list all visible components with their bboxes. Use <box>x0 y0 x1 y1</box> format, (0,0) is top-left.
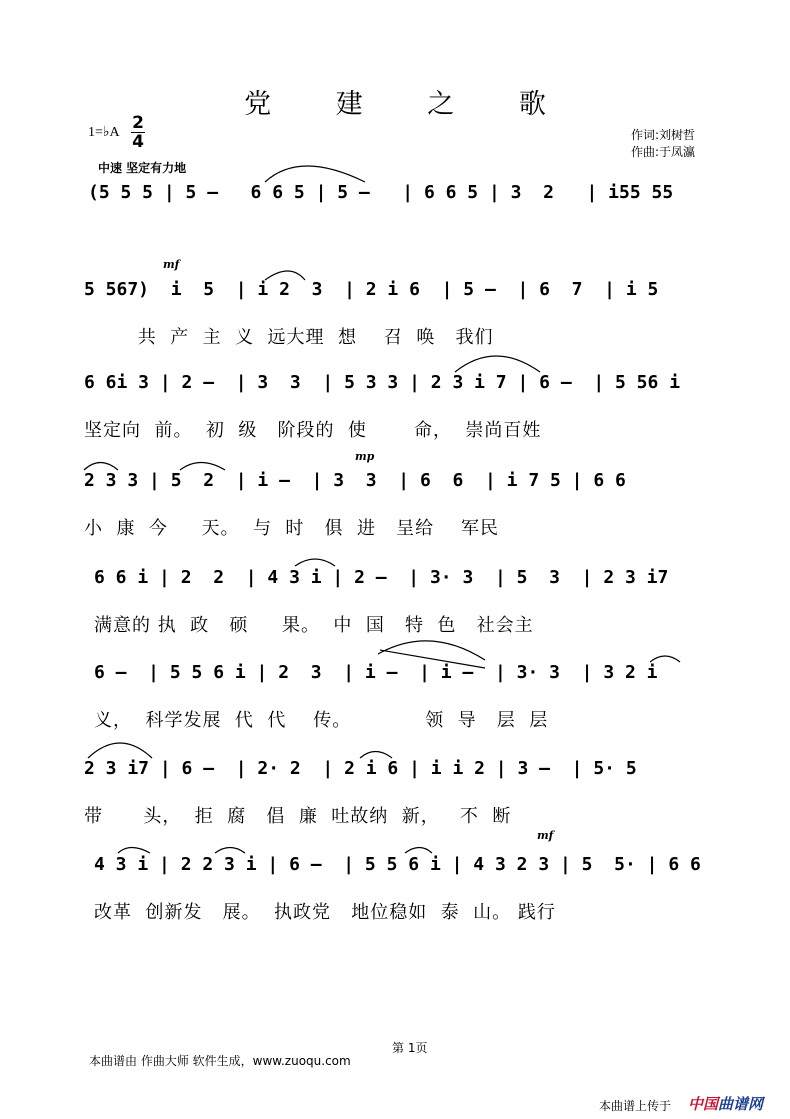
site-brand-logo[interactable] <box>688 1093 763 1114</box>
lyric-line: 满意的 执 政 硕 果。 中 国 特 色 社会主 <box>94 615 534 636</box>
slur <box>265 166 365 182</box>
slur <box>295 559 335 566</box>
lyric-line: 共 产 主 义 远大理 想 召 唤 我们 <box>84 327 494 348</box>
slur <box>405 848 432 854</box>
footer-generator-note: 本曲谱由 作曲大师 软件生成，www.zuoqu.com <box>89 1054 351 1068</box>
notation: 4 3 i | 2 2 3 i | 6 – | 5 5 6 i | 4 3 2 3 | 5 5· | 6 6 <box>94 854 701 875</box>
notation: 2 3 i7 | 6 – | 2· 2 | 2 i 6 | i i 2 | 3 – | 5· 5 <box>84 758 637 779</box>
notation: 2 3 3 | 5 2 | i – | 3 3 | 6 6 | i 7 5 | 6 6 <box>84 470 626 491</box>
notation: 6 – | 5 5 6 i | 2 3 | i – | i – | 3· 3 | 3 2 i <box>94 662 658 683</box>
brand-suffix: 曲谱网 <box>718 1095 764 1113</box>
lyric-line: 坚定向 前。 初 级 阶段的 使 命， 崇尚百姓 <box>84 420 542 441</box>
tempo-marking: 中速 坚定有力地 <box>98 161 187 175</box>
key-signature: 1=♭A <box>88 125 120 140</box>
slur <box>455 356 540 372</box>
lyric-line: 义， 科学发展 代 代 传。 领 导 层 层 <box>94 710 549 731</box>
dynamic-mp: mp <box>355 450 375 463</box>
footer-upload-note: 本曲谱上传于 <box>599 1099 672 1113</box>
notation: 6 6 i | 2 2 | 4 3 i | 2 – | 3· 3 | 5 3 | 2 3 i7 <box>94 567 669 588</box>
lyric-line: 带 头， 拒 腐 倡 廉 吐故纳 新， 不 断 <box>84 806 512 827</box>
slur <box>215 848 245 854</box>
tie-line <box>380 650 485 668</box>
lyric-line: 改革 创新发 展。 执政党 地位稳如 泰 山。 践行 <box>94 902 556 923</box>
slur <box>378 641 485 660</box>
notation: 5 567) i 5 | i 2 3 | 2 i 6 | 5 – | 6 7 | i 5 <box>84 279 659 300</box>
composer: 作曲:于凤瀛 <box>631 145 696 159</box>
slur <box>84 463 118 471</box>
brand-prefix: 中国 <box>688 1095 719 1113</box>
slur <box>650 656 680 662</box>
lyric-line: 小 康 今 天。 与 时 俱 进 呈给 军民 <box>84 518 500 539</box>
slur <box>180 463 225 471</box>
time-top: 2 <box>132 113 144 133</box>
slur <box>360 752 392 759</box>
time-bottom: 4 <box>132 132 144 152</box>
dynamic-mf: mf <box>537 829 554 842</box>
slur <box>265 271 305 280</box>
page-number: 第 1页 <box>392 1041 428 1055</box>
slur <box>88 743 152 758</box>
slur <box>118 848 150 854</box>
dynamic-mf: mf <box>163 258 180 271</box>
notation: 6 6i 3 | 2 – | 3 3 | 5 3 3 | 2 3 i 7 | 6 – | 5 56 i <box>84 372 681 393</box>
page-title: 党 建 之 歌 <box>244 89 574 120</box>
notation: (5 5 5 | 5 – 6 6 5 | 5 – | 6 6 5 | 3 2 | i55 55 <box>88 182 674 203</box>
lyricist: 作词:刘树哲 <box>631 128 696 142</box>
